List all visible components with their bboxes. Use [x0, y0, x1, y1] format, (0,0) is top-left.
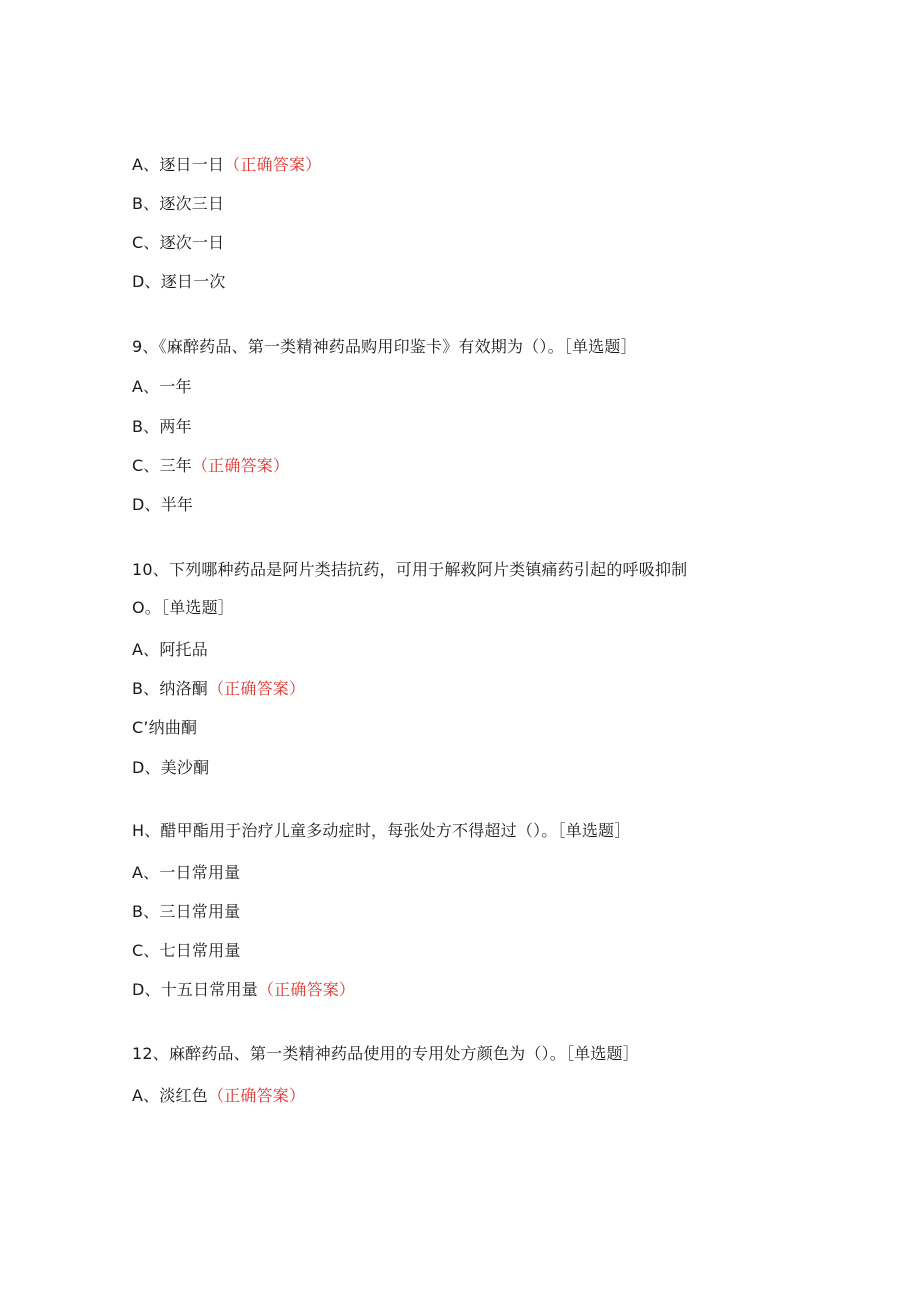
option-c-line [132, 233, 224, 253]
option-text: D、十五日常用量 [132, 980, 258, 999]
option-text: A、一年 [132, 377, 192, 396]
option-a-line [132, 377, 192, 397]
question-text: 12、麻醉药品、第一类精神药品使用的专用处方颜色为（）。［单选题］ [132, 1044, 639, 1063]
option-c-line [132, 456, 289, 476]
option-text: C、逐次一日 [132, 233, 225, 252]
option-b-line [132, 902, 240, 922]
option-text: B、两年 [132, 417, 192, 436]
question-11 [132, 821, 630, 841]
option-text: D、逐日一次 [132, 272, 226, 291]
correct-answer-mark: （正确答案） [207, 679, 306, 698]
option-b-line [132, 417, 192, 437]
option-text: C、三年 [132, 456, 192, 475]
option-text: B、纳洛酮 [132, 679, 208, 698]
option-b-line [132, 194, 224, 214]
question-text: O。［单选题］ [132, 598, 234, 617]
option-a-line [132, 1086, 305, 1106]
option-b-line [132, 679, 305, 699]
option-text: C、七日常用量 [132, 941, 241, 960]
correct-answer-mark: （正确答案） [224, 155, 322, 174]
option-text: A、逐日一日 [132, 155, 225, 174]
correct-answer-mark: （正确答案） [191, 456, 290, 475]
option-text: A、阿托品 [132, 640, 208, 659]
question-text: 10、下列哪种药品是阿片类拮抗药，可用于解救阿片类镇痛药引起的呼吸抑制 [132, 560, 688, 579]
option-text: A、淡红色 [132, 1086, 208, 1105]
option-text: B、逐次三日 [132, 194, 225, 213]
option-d-line [132, 980, 355, 1000]
option-d-line [132, 272, 226, 292]
option-c-line [132, 941, 241, 961]
option-text: A、一日常用量 [132, 863, 241, 882]
option-text: C’纳曲酮 [132, 718, 198, 737]
option-c-line [132, 718, 197, 738]
option-text: D、半年 [132, 495, 194, 514]
question-9 [132, 337, 637, 357]
option-text: B、三日常用量 [132, 902, 241, 921]
question-10 [132, 560, 687, 580]
option-a-line [132, 863, 240, 883]
option-a-line [132, 155, 321, 175]
question-text: H、醋甲酯用于治疗儿童多动症时，每张处方不得超过（）。［单选题］ [132, 821, 631, 840]
option-a-line [132, 640, 208, 660]
question-10-continuation [132, 598, 234, 618]
option-d-line [132, 495, 193, 515]
question-12 [132, 1044, 639, 1064]
correct-answer-mark: （正确答案） [207, 1086, 306, 1105]
option-d-line [132, 758, 209, 778]
correct-answer-mark: （正确答案） [257, 980, 356, 999]
question-text: 9、《麻醉药品、第一类精神药品购用印鉴卡》有效期为（）。［单选题］ [132, 337, 637, 356]
option-text: D、美沙酮 [132, 758, 210, 777]
